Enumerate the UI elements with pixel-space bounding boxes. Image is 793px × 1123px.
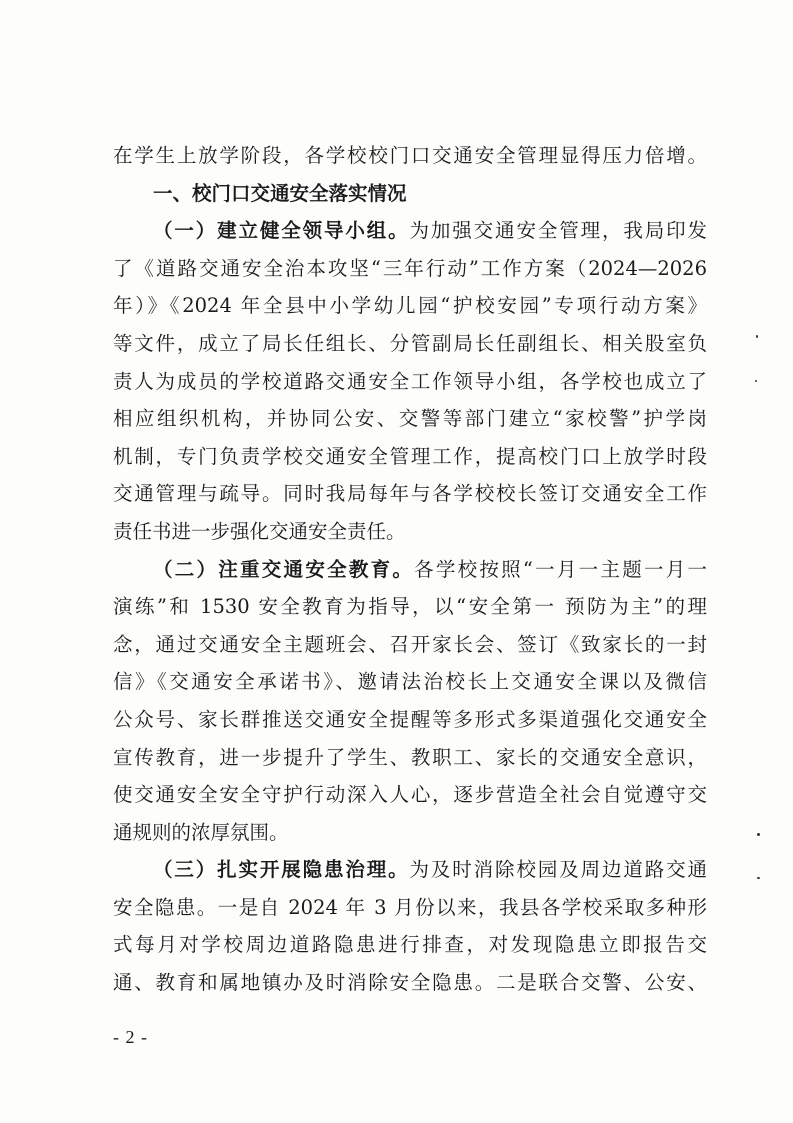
paragraph-text: 各学校按照“一月一主题一月一 bbox=[414, 557, 707, 581]
paragraph-text: 为及时消除校园及周边道路交通 bbox=[409, 858, 707, 882]
scan-speck bbox=[757, 833, 760, 836]
paragraph-line: 通、教育和属地镇办及时消除安全隐患。二是联合交警、公安、 bbox=[113, 971, 707, 995]
paragraph-line: 演练”和 1530 安全教育为指导，以“安全第一 预防为主”的理 bbox=[113, 595, 707, 619]
paragraph-line: 念，通过交通安全主题班会、召开家长会、签订《致家长的一封 bbox=[113, 632, 707, 656]
body-line: 在学生上放学阶段，各学校校门口交通安全管理显得压力倍增。 bbox=[113, 144, 707, 167]
paragraph-line: 安全隐患。一是自 2024 年 3 月份以来，我县各学校采取多种形 bbox=[113, 895, 707, 919]
paragraph-line: 责任书进一步强化交通安全责任。 bbox=[113, 519, 406, 543]
paragraph-line bbox=[113, 551, 707, 589]
paragraph-text: 为加强交通安全管理，我局印发 bbox=[409, 219, 707, 243]
paragraph-line: 等文件，成立了局长任组长、分管副局长任副组长、相关股室负 bbox=[113, 331, 707, 355]
paragraph-line: 式每月对学校周边道路隐患进行排查，对发现隐患立即报告交 bbox=[113, 933, 707, 957]
scan-speck bbox=[755, 380, 757, 382]
paragraph-line: 宣传教育，进一步提升了学生、教职工、家长的交通安全意识， bbox=[113, 745, 707, 769]
subsection-heading: （三）扎实开展隐患治理。 bbox=[153, 858, 410, 882]
paragraph-line: 交通管理与疏导。同时我局每年与各学校校长签订交通安全工作 bbox=[113, 482, 707, 506]
paragraph-line: 通规则的浓厚氛围。 bbox=[113, 820, 289, 844]
paragraph-line bbox=[113, 212, 707, 250]
paragraph-line: 公众号、家长群推送交通安全提醒等多形式多渠道强化交通安全 bbox=[113, 707, 707, 731]
subsection-heading: （一）建立健全领导小组。 bbox=[153, 219, 410, 243]
scan-speck bbox=[756, 335, 758, 338]
paragraph-line: 了《道路交通安全治本攻坚“三年行动”工作方案（2024—2026 bbox=[113, 256, 707, 280]
scan-speck bbox=[757, 877, 760, 879]
paragraph-line: 信》《交通安全承诺书》、邀请法治校长上交通安全课以及微信 bbox=[113, 670, 707, 694]
document-body bbox=[113, 137, 707, 1002]
paragraph-line: 使交通安全安全守护行动深入人心，逐步营造全社会自觉遵守交 bbox=[113, 783, 707, 807]
paragraph-line: 相应组织机构，并协同公安、交警等部门建立“家校警”护学岗 bbox=[113, 407, 707, 431]
section-heading: 一、校门口交通安全落实情况 bbox=[153, 181, 407, 205]
subsection-heading: （二）注重交通安全教育。 bbox=[153, 557, 415, 581]
paragraph-line: 责人为成员的学校道路交通安全工作领导小组，各学校也成立了 bbox=[113, 369, 707, 393]
page-number: - 2 - bbox=[113, 1027, 148, 1047]
paragraph-line bbox=[113, 851, 707, 889]
paragraph-line: 机制，专门负责学校交通安全管理工作，提高校门口上放学时段 bbox=[113, 444, 707, 468]
paragraph-line: 年）》《2024 年全县中小学幼儿园“护校安园”专项行动方案》 bbox=[113, 294, 707, 318]
